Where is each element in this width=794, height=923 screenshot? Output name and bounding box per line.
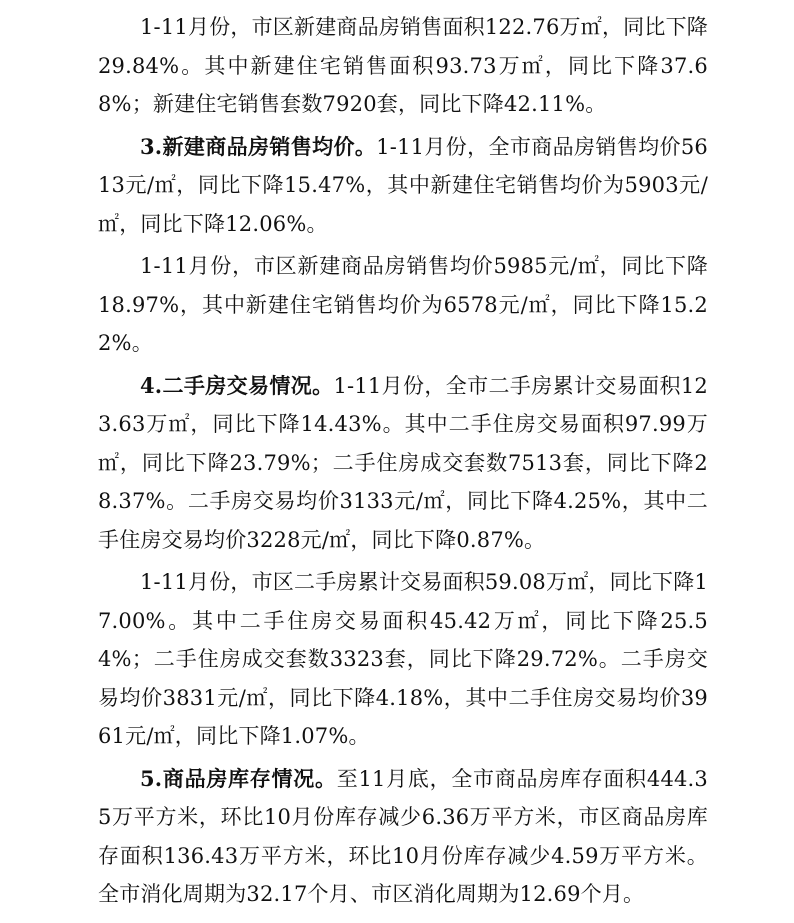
paragraph-text: 1-11月份，全市二手房累计交易面积123.63万㎡，同比下降14.43%。其中二手住房交易面积97.99万㎡，同比下降23.79%；二手住房成交套数7513套，同比下降28.37%。二手房交易均价3133元/㎡，同比下降4.25%，其中二手住房交易均价3228元/㎡，同比下降0.87%。: [98, 373, 708, 552]
paragraph-city-new-housing-avg-price: [98, 247, 708, 363]
paragraph-city-new-housing-area: [98, 8, 708, 124]
section-heading: 5.商品房库存情况。: [140, 765, 337, 791]
paragraph-second-hand-transactions: [98, 367, 708, 560]
section-heading: 3.新建商品房销售均价。: [140, 133, 377, 159]
paragraph-text: 1-11月份，市区二手房累计交易面积59.08万㎡，同比下降17.00%。其中二手住房交易面积45.42万㎡，同比下降25.54%；二手住房成交套数3323套，同比下降29.72%。二手房交易均价3831元/㎡，同比下降4.18%，其中二手住房交易均价3961元/㎡，同比下降1.07%。: [98, 570, 708, 748]
paragraph-city-second-hand-transactions: [98, 563, 708, 756]
paragraph-text: 1-11月份，全市商品房销售均价5613元/㎡，同比下降15.47%，其中新建住宅销售均价为5903元/㎡，同比下降12.06%。: [98, 134, 708, 236]
paragraph-text: 至11月底，全市商品房库存面积444.35万平方米，环比10月份库存减少6.36万平方米，市区商品房库存面积136.43万平方米，环比10月份库存减少4.59万平方米。全市消化周期为32.17个月、市区消化周期为12.69个月。: [98, 766, 708, 906]
paragraph-text: 1-11月份，市区新建商品房销售面积122.76万㎡，同比下降29.84%。其中新建住宅销售面积93.73万㎡，同比下降37.68%；新建住宅销售套数7920套，同比下降42.11%。: [98, 15, 708, 116]
paragraph-housing-inventory: [98, 760, 708, 914]
paragraph-text: 1-11月份，市区新建商品房销售均价5985元/㎡，同比下降18.97%，其中新建住宅销售均价为6578元/㎡，同比下降15.22%。: [98, 254, 708, 355]
section-heading: 4.二手房交易情况。: [140, 372, 334, 398]
paragraph-new-housing-avg-price: [98, 128, 708, 244]
